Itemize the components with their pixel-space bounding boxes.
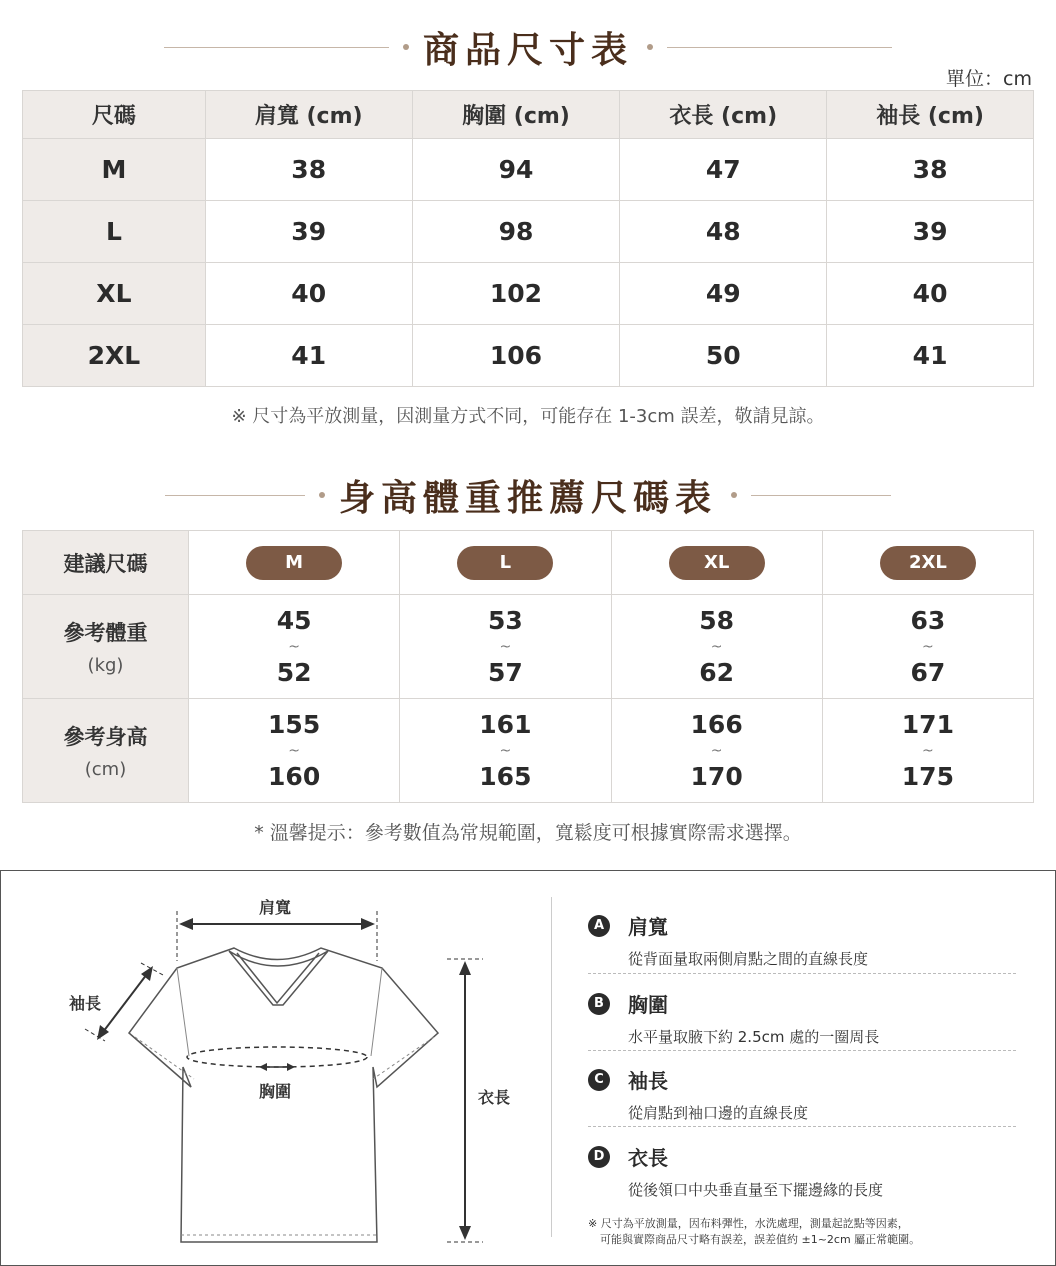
table-row [23,263,1034,325]
length-cell: 48 [620,201,827,263]
table-row [23,325,1034,387]
sleeve-arrow [103,974,147,1032]
title-divider-left [165,495,305,496]
tshirt-seam [177,968,382,1056]
measure-description: 水平量取腋下約 2.5cm 處的一圈周長 [628,1028,880,1046]
measure-title: 肩寬 [628,915,668,939]
size-chart-note: ※ 尺寸為平放測量，因測量方式不同，可能存在 1-3cm 誤差，敬請見諒。 [231,406,825,427]
table-row-sizes [23,531,1034,595]
diagram-label-shoulder: 肩寬 [259,898,292,917]
badge-a-icon: A [588,915,610,937]
size-cell: 2XL [23,325,206,387]
weight-range-cell [189,595,400,699]
shoulder-cell: 38 [205,139,412,201]
sleeve-hem [135,1037,434,1079]
measurement-fine-print [588,1216,920,1248]
badge-d-icon: D [588,1146,610,1168]
size-cell [611,531,822,595]
measure-title: 衣長 [628,1146,668,1170]
chest-cell: 106 [412,325,620,387]
range-tilde: ~ [288,638,300,655]
range-max: 165 [479,761,532,791]
sleeve-cell: 39 [827,201,1034,263]
size-chart-title-row [0,22,1056,72]
item-divider [588,1050,1016,1051]
range-max: 52 [276,657,312,687]
length-cell: 47 [620,139,827,201]
chest-cell: 94 [412,139,620,201]
fine-print-line-2: 可能與實際商品尺寸略有誤差，誤差值約 ±1~2cm 屬正常範圍。 [600,1233,921,1246]
measure-title: 胸圍 [628,993,668,1017]
diagram-label-sleeve: 袖長 [69,994,102,1013]
length-arrowhead-top [459,961,471,975]
item-divider [588,1126,1016,1127]
range-min: 155 [268,709,321,739]
title-divider-right [751,495,891,496]
height-range-cell [611,699,822,803]
table-header-row [23,91,1034,139]
range-min: 63 [910,605,946,635]
size-pill: 2XL [880,546,976,580]
shoulder-arrowhead-right [361,918,375,930]
measurement-guide [0,870,1056,1266]
range-max: 160 [268,761,321,791]
length-cell: 49 [620,263,827,325]
chest-arrowhead-right [287,1063,295,1071]
recommend-chart-title-row [0,470,1056,520]
badge-c-icon: C [588,1069,610,1091]
range-max: 57 [487,657,523,687]
measure-title: 袖長 [628,1069,668,1093]
chest-ellipse [187,1047,367,1067]
measure-item-length [588,1142,1016,1200]
table-row [23,139,1034,201]
range-max: 62 [699,657,735,687]
guide-divider [551,897,552,1237]
range-tilde: ~ [499,638,512,655]
range-min: 161 [479,709,532,739]
range-tilde: ~ [922,742,934,759]
diagram-label-length: 衣長 [478,1088,511,1107]
column-header-sleeve: 袖長 (cm) [827,91,1034,139]
unit-label: 單位：cm [946,68,1032,90]
measure-description: 從肩點到袖口邊的直線長度 [628,1104,809,1122]
row-header-weight [23,595,189,699]
size-cell: M [23,139,206,201]
weight-range-cell [611,595,822,699]
column-header-chest: 胸圍 (cm) [412,91,620,139]
range-max: 175 [901,761,954,791]
weight-label: 參考體重 [63,621,148,645]
size-cell: L [23,201,206,263]
range-max: 170 [690,761,743,791]
size-pill: L [457,546,553,580]
range-min: 53 [487,605,523,635]
title-dot [319,492,325,498]
recommend-chart-title: 身高體重推薦尺碼表 [338,476,717,519]
shoulder-cell: 39 [205,201,412,263]
sleeve-cell: 40 [827,263,1034,325]
height-range-cell [822,699,1033,803]
size-cell [400,531,611,595]
chest-arrowhead-left [259,1063,267,1071]
diagram-label-chest: 胸圍 [259,1082,292,1101]
size-cell: XL [23,263,206,325]
range-min: 166 [690,709,743,739]
height-unit: (cm) [84,759,127,780]
range-tilde: ~ [288,742,300,759]
sleeve-cell: 38 [827,139,1034,201]
range-tilde: ~ [922,638,934,655]
measure-item-sleeve [588,1065,1016,1123]
size-cell [822,531,1033,595]
size-cell [189,531,400,595]
table-row [23,201,1034,263]
column-header-length: 衣長 (cm) [620,91,827,139]
range-max: 67 [910,657,946,687]
badge-b-icon: B [588,993,610,1015]
tshirt-diagram [1,871,551,1266]
recommend-chart-note: * 溫馨提示：參考數值為常規範圍，寬鬆度可根據實際需求選擇。 [254,822,802,844]
table-row-height [23,699,1034,803]
measure-description: 從後領口中央垂直量至下擺邊緣的長度 [628,1181,884,1199]
title-divider-right [667,47,892,48]
height-range-cell [400,699,611,803]
measure-item-shoulder [588,911,1016,969]
range-min: 45 [276,605,312,635]
weight-range-cell [822,595,1033,699]
size-chart-table [22,90,1034,387]
title-dot [731,492,737,498]
weight-unit: (kg) [87,655,124,676]
range-tilde: ~ [710,638,723,655]
length-arrowhead-bottom [459,1226,471,1240]
size-chart-title: 商品尺寸表 [422,28,633,71]
row-header-size: 建議尺碼 [23,531,189,595]
length-cell: 50 [620,325,827,387]
title-divider-left [164,47,389,48]
sleeve-cell: 41 [827,325,1034,387]
recommend-chart-table [22,530,1034,803]
height-label: 參考身高 [63,725,148,749]
range-tilde: ~ [710,742,723,759]
fine-print-line-1: ※ 尺寸為平放測量，因布料彈性，水洗處理，測量起訖點等因素， [588,1217,909,1230]
range-min: 58 [699,605,735,635]
measure-description: 從背面量取兩側肩點之間的直線長度 [628,950,869,968]
range-tilde: ~ [499,742,512,759]
weight-range-cell [400,595,611,699]
height-range-cell [189,699,400,803]
chest-cell: 102 [412,263,620,325]
column-header-shoulder: 肩寬 (cm) [205,91,412,139]
shoulder-arrowhead-left [179,918,193,930]
chest-cell: 98 [412,201,620,263]
size-pill: XL [669,546,765,580]
shoulder-cell: 41 [205,325,412,387]
size-pill: M [246,546,342,580]
item-divider [588,973,1016,974]
column-header-size: 尺碼 [23,91,206,139]
row-header-height [23,699,189,803]
title-dot [647,44,653,50]
range-min: 171 [901,709,954,739]
table-row-weight [23,595,1034,699]
shoulder-cell: 40 [205,263,412,325]
measure-item-chest [588,989,1016,1047]
title-dot [403,44,409,50]
